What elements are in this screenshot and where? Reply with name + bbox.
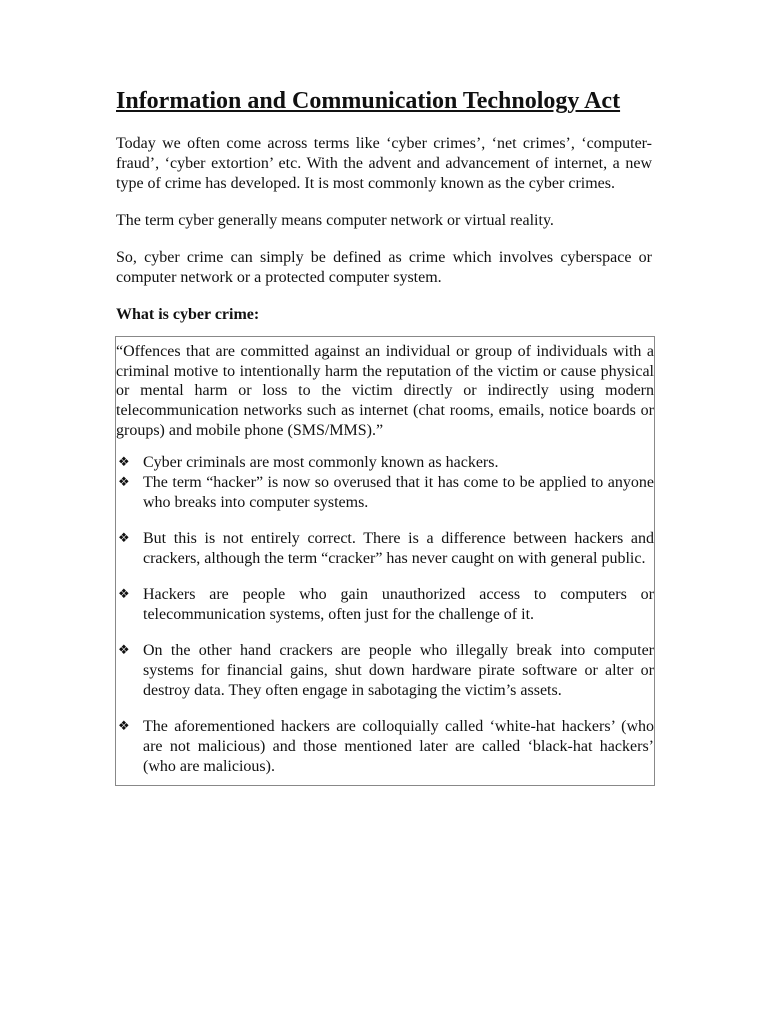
diamond-bullet-icon: ❖ xyxy=(118,718,130,734)
definition-quote: “Offences that are committed against an individual or group of individuals with a criminal motive to intentionally harm the reputation of the victim or cause physical or mental harm or loss to the victim directly or indirectly using modern telecommunication networks such as internet (chat rooms, emails, notice boards or groups) and mobile phone (SMS/MMS).” xyxy=(116,343,654,439)
cyber-definition-paragraph: The term cyber generally means computer network or virtual reality. xyxy=(116,212,554,229)
list-item xyxy=(116,641,654,701)
definition-box xyxy=(115,336,655,786)
list-item-text: The aforementioned hackers are colloquially called ‘white-hat hackers’ (who are not malicious) and those mentioned later are called ‘black-hat hackers’ (who are malicious). xyxy=(143,717,654,775)
list-item-text: But this is not entirely correct. There is a difference between hackers and crackers, although the term “cracker” has never caught on with general public. xyxy=(143,529,654,567)
diamond-bullet-icon: ❖ xyxy=(118,530,130,546)
list-item-text: The term “hacker” is now so overused that it has come to be applied to anyone who breaks into computer systems. xyxy=(143,473,654,511)
document-page xyxy=(116,86,652,786)
section-heading: What is cyber crime: xyxy=(116,306,260,323)
list-item xyxy=(116,453,654,473)
list-item-text: On the other hand crackers are people who illegally break into computer systems for financial gains, shut down hardware pirate software or alter or destroy data. They often engage in sabotaging the victim’s assets. xyxy=(143,641,654,699)
list-item xyxy=(116,717,654,777)
bullet-list xyxy=(116,453,654,777)
list-item xyxy=(116,529,654,569)
list-item-text: Cyber criminals are most commonly known as hackers. xyxy=(143,453,499,471)
diamond-bullet-icon: ❖ xyxy=(118,474,130,490)
list-item xyxy=(116,585,654,625)
diamond-bullet-icon: ❖ xyxy=(118,586,130,602)
diamond-bullet-icon: ❖ xyxy=(118,454,130,470)
diamond-bullet-icon: ❖ xyxy=(118,642,130,658)
cyber-crime-definition-paragraph: So, cyber crime can simply be defined as crime which involves cyberspace or computer network or a protected computer system. xyxy=(116,249,652,286)
intro-paragraph: Today we often come across terms like ‘cyber crimes’, ‘net crimes’, ‘computer-fraud’, ‘cyber extortion’ etc. With the advent and advancement of internet, a new type of crime has developed. It is most commonly known as the cyber crimes. xyxy=(116,135,652,192)
list-item-text: Hackers are people who gain unauthorized access to computers or telecommunication systems, often just for the challenge of it. xyxy=(143,585,654,623)
document-title: Information and Communication Technology Act xyxy=(116,88,621,114)
list-item xyxy=(116,473,654,513)
